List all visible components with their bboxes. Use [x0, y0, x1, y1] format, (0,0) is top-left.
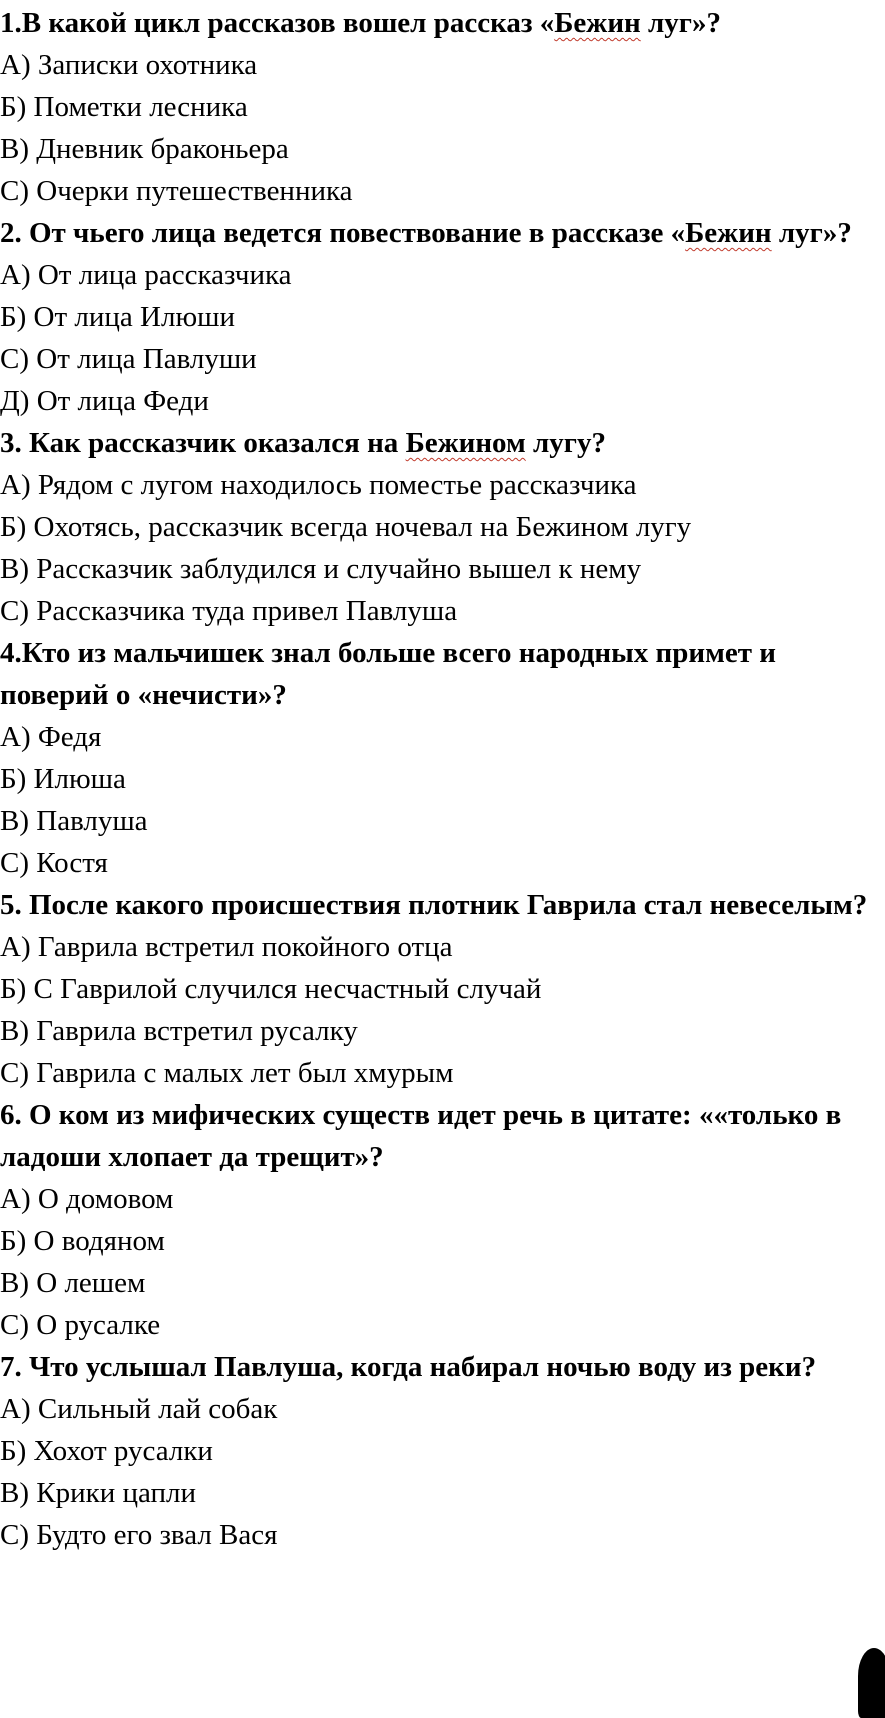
question-part: луг»? — [640, 7, 721, 39]
question-block — [0, 884, 885, 1094]
question-text — [0, 2, 885, 44]
question-part: 2. От чьего лица ведется повествование в рассказе « — [0, 217, 686, 249]
finger-shadow — [858, 1648, 885, 1718]
answer-option: Б) От лица Илюши — [0, 301, 235, 333]
answer-option: А) Записки охотника — [0, 49, 258, 81]
question-text — [0, 1094, 885, 1178]
question-text — [0, 212, 885, 254]
answer-option: Б) О водяном — [0, 1225, 165, 1257]
answer-option: С) Гаврила с малых лет был хмурым — [0, 1057, 454, 1089]
answer-option: Б) Пометки лесника — [0, 91, 248, 123]
answer-option: В) Крики цапли — [0, 1477, 196, 1509]
question-part: 3. Как рассказчик оказался на — [0, 427, 406, 459]
answer-option: В) Дневник браконьера — [0, 133, 289, 165]
question-part: 6. О ком из мифических существ идет речь в цитате: ««только в ладоши хлопает да трещит»? — [0, 1099, 842, 1173]
question-block — [0, 2, 885, 212]
question-block — [0, 632, 885, 884]
answer-option: С) Будто его звал Вася — [0, 1519, 278, 1551]
answer-option: Б) Илюша — [0, 763, 126, 795]
spellcheck-word: Бежином — [405, 427, 526, 459]
answer-option: В) Рассказчик заблудился и случайно вышел к нему — [0, 553, 642, 585]
spellcheck-word: Бежин — [685, 217, 772, 249]
answer-option: А) Федя — [0, 721, 102, 753]
answer-option: В) О лешем — [0, 1267, 146, 1299]
answer-option: Б) Хохот русалки — [0, 1435, 213, 1467]
answer-option: С) Костя — [0, 847, 108, 879]
answer-option: Б) С Гаврилой случился несчастный случай — [0, 973, 542, 1005]
question-text — [0, 1346, 885, 1388]
answer-option: А) Гаврила встретил покойного отца — [0, 931, 453, 963]
answer-option: А) От лица рассказчика — [0, 259, 292, 291]
question-part: лугу? — [525, 427, 606, 459]
question-block — [0, 422, 885, 632]
answer-option: С) О русалке — [0, 1309, 161, 1341]
answer-option: А) О домовом — [0, 1183, 174, 1215]
answer-option: С) Очерки путешественника — [0, 175, 353, 207]
answer-option: С) Рассказчика туда привел Павлуша — [0, 595, 458, 627]
question-text — [0, 632, 885, 716]
answer-option: Б) Охотясь, рассказчик всегда ночевал на Бежином лугу — [0, 511, 692, 543]
question-block — [0, 1346, 885, 1556]
question-part: 1.В какой цикл рассказов вошел рассказ « — [0, 7, 555, 39]
spellcheck-word: Бежин — [554, 7, 641, 39]
question-block — [0, 212, 885, 422]
answer-option: А) Рядом с лугом находилось поместье рассказчика — [0, 469, 637, 501]
question-part: 5. После какого происшествия плотник Гаврила стал невеселым? — [0, 889, 868, 921]
question-text — [0, 422, 885, 464]
answer-option: С) От лица Павлуши — [0, 343, 257, 375]
question-part: 4.Кто из мальчишек знал больше всего народных примет и поверий о «нечисти»? — [0, 637, 776, 711]
answer-option: Д) От лица Феди — [0, 385, 209, 417]
question-block — [0, 1094, 885, 1346]
question-part: луг»? — [771, 217, 852, 249]
answer-option: В) Гаврила встретил русалку — [0, 1015, 358, 1047]
question-part: 7. Что услышал Павлуша, когда набирал ночью воду из реки? — [0, 1351, 817, 1383]
question-text — [0, 884, 885, 926]
quiz-list — [0, 2, 885, 1556]
answer-option: В) Павлуша — [0, 805, 148, 837]
answer-option: А) Сильный лай собак — [0, 1393, 278, 1425]
